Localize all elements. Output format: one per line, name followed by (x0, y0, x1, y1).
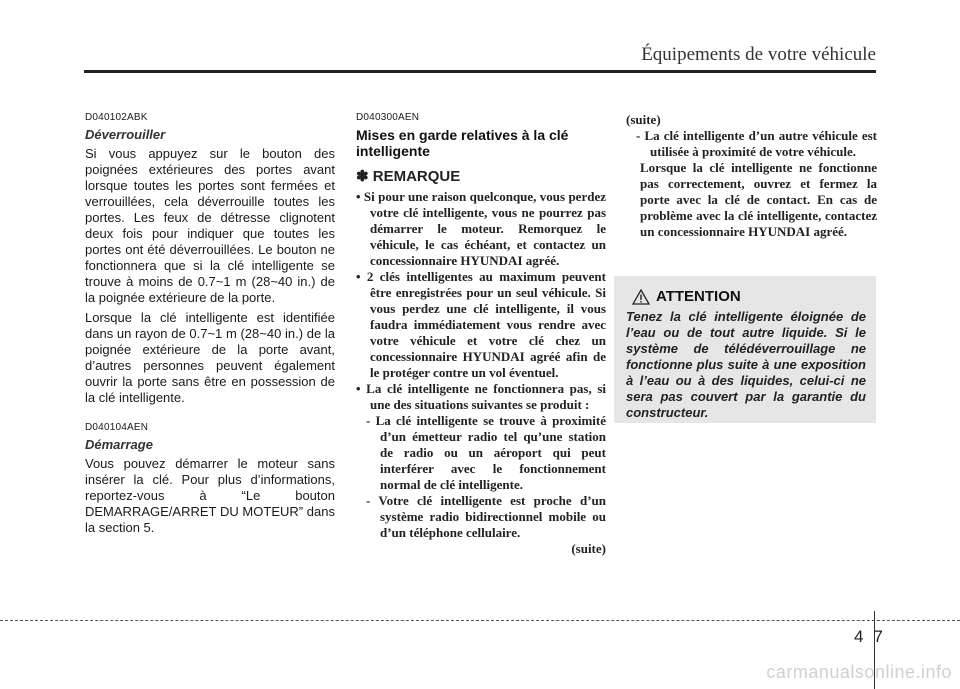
note-title: REMARQUE (372, 168, 461, 185)
paragraph: Lorsque la clé intelligente ne fonctionne pas correctement, ouvrez et fermez la porte avec la clé de contact. En cas de problème avec la clé intelligente, contactez un concessionnaire HYUNDAI agréé. (640, 160, 877, 239)
dash-item: - Votre clé intelligente est proche d’un système radio bidirectionnel mobile ou d’un téléphone cellulaire. (366, 493, 606, 540)
subheading-start: Démarrage (85, 437, 153, 452)
watermark: carmanualsonline.info (766, 662, 952, 682)
bullet-item: • La clé intelligente ne fonctionnera pas, si une des situations suivantes se produit : (356, 381, 606, 412)
header-rule (84, 70, 876, 73)
paragraph: Vous pouvez démarrer le moteur sans insérer la clé. Pour plus d’informations, reportez-vous à “Le bouton DEMARRAGE/ARRET DU MOTEUR” dans la section 5. (85, 456, 335, 535)
bullet-item: • Si pour une raison quelconque, vous perdez votre clé intelligente, vous ne pourrez pas démarrer le moteur. Remorquez le véhicule, le cas échéant, et contactez un concessionnaire HYUNDAI agréé. (356, 189, 606, 268)
column-left (85, 112, 335, 540)
attention-text: Tenez la clé intelligente éloignée de l’eau ou de tout autre liquide. Si le système de télédéverrouillage ne fonctionne plus suite à une exposition à l’eau ou à des liquides, celui-ci ne sera pas couvert par la garantie du constructeur. (626, 309, 866, 420)
page-number: 47 (854, 627, 893, 646)
attention-heading (632, 288, 866, 305)
section-title: Mises en garde relatives à la clé intelligente (356, 127, 569, 159)
column-right (626, 112, 877, 240)
section-code: D040102ABK (85, 112, 148, 123)
attention-box (614, 276, 876, 423)
footer-rule (0, 620, 960, 621)
continued-label: (suite) (626, 112, 661, 127)
section-code: D040104AEN (85, 422, 149, 433)
dash-item: - La clé intelligente se trouve à proximité d’un émetteur radio tel qu’une station de radio ou un aéroport qui peut interférer avec le fonctionnement normal de clé intelligente. (366, 413, 606, 492)
dash-item: - La clé intelligente d’un autre véhicule est utilisée à proximité de votre véhicule. (636, 128, 877, 159)
column-middle (356, 112, 606, 557)
subheading-unlock: Déverrouiller (85, 127, 166, 142)
bullet-item: • 2 clés intelligentes au maximum peuvent être enregistrées pour un seul véhicule. Si vous perdez une clé intelligente, il vous faudra immédiatement vous rendre avec votre véhicule et votre clé chez un concessionnaire HYUNDAI agréé afin de le protéger contre un vol éventuel. (356, 269, 606, 380)
warning-triangle-icon (632, 289, 650, 305)
note-body (356, 189, 606, 557)
note-heading (356, 167, 606, 185)
paragraph: Lorsque la clé intelligente est identifiée dans un rayon de 0.7~1 m (28~40 in.) de la poignée extérieure de la porte avant, d’autres personnes peuvent également ouvrir la porte sans être en possession de la clé intelligente. (85, 310, 335, 405)
continued-label: (suite) (571, 541, 606, 556)
header-title: Équipements de votre véhicule (641, 44, 876, 65)
paragraph: Si vous appuyez sur le bouton des poignées extérieures des portes avant lorsque toutes les portes sont fermées et verrouillées, cela déverrouille toutes les portes. Les feux de détresse clignotent deux fois pour indiquer que toutes les portes ont été déverrouillées. Le bouton ne fonctionnera que si la clé intelligente se trouve à moins de 0.7~1 m (28~40 in.) de la poignée extérieure de la porte. (85, 146, 335, 305)
section-code: D040300AEN (356, 112, 420, 123)
note-star-icon: ✽ (356, 168, 369, 185)
note-continued (626, 112, 877, 240)
attention-title: ATTENTION (656, 288, 741, 305)
